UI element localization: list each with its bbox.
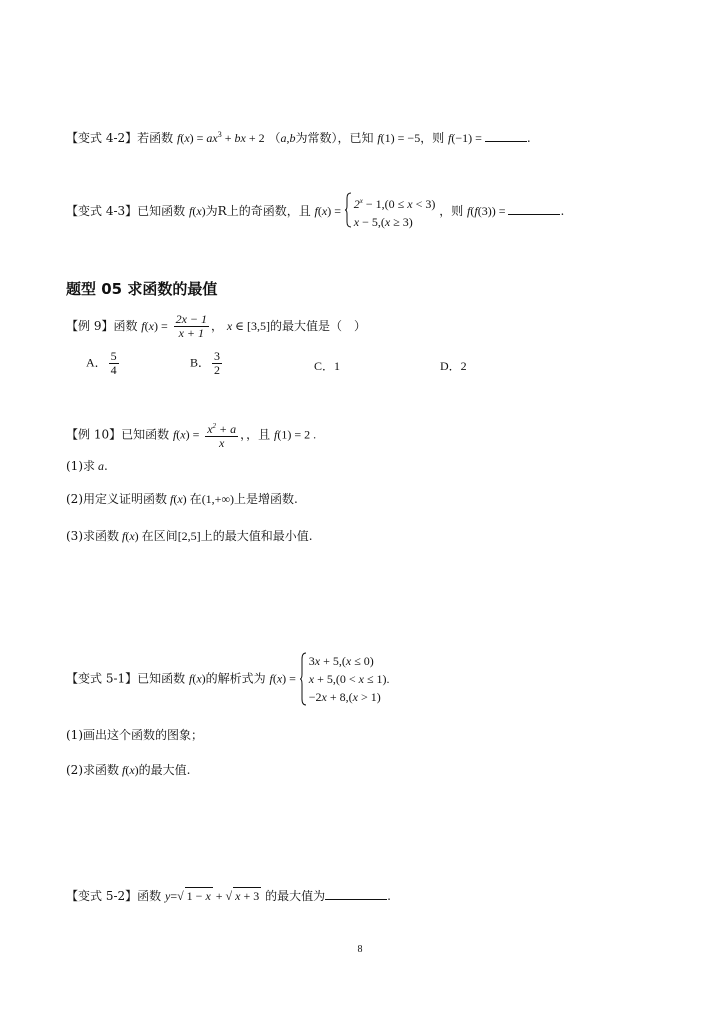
- answer-blank[interactable]: [508, 202, 560, 215]
- example-tag: 【例 10】: [66, 427, 122, 442]
- option-c[interactable]: C．1: [314, 359, 341, 373]
- page-number: 8: [357, 944, 363, 955]
- variant-5-1: 【变式 5-1】已知函数 f(x)的解析式为 f(x) = 3x + 5,(x ≤ 0) x + 5,(0 < x ≤ 1). −2x + 8,(x > 1): [66, 654, 390, 704]
- section-title: 题型 05 求函数的最值: [66, 280, 218, 298]
- option-a[interactable]: A． $\frac{5}{4}$: [86, 349, 117, 377]
- variant-tag: 【变式 5-1】: [66, 671, 138, 686]
- variant-4-2: 【变式 4-2】若函数 $f(x) = ax^3$ + bx + 2 （a,b为常数），已知 f(1) = −5，则 f(−1) = .: [66, 130, 531, 145]
- piecewise-function: 3x + 5,(x ≤ 0) x + 5,(0 < x ≤ 1). −2x + 8,(x > 1): [300, 652, 390, 706]
- answer-blank[interactable]: [485, 129, 527, 142]
- example-9: 【例 9】函数 f(x) = $\frac{2x - 1}{x + 1}$ ， x ∈ [3,5]的最大值是（ ）: [66, 312, 367, 340]
- example-10-q2: (2)用定义证明函数 f(x) 在(1,+∞)上是增函数.: [66, 492, 298, 506]
- variant-5-1-q2: (2)求函数 f(x)的最大值.: [66, 763, 191, 777]
- variant-tag: 【变式 5-2】: [66, 889, 138, 903]
- variant-tag: 【变式 4-3】: [66, 204, 138, 218]
- variant-5-1-q1: (1)画出这个函数的图象；: [66, 728, 203, 742]
- variant-5-2: 【变式 5-2】函数 y=√ 1 − x + √ x + 3 的最大值为 .: [66, 889, 391, 903]
- example-10-q3: (3)求函数 f(x) 在区间[2,5]上的最大值和最小值.: [66, 529, 313, 543]
- example-tag: 【例 9】: [66, 319, 114, 333]
- option-b[interactable]: B． $\frac{3}{2}$: [190, 349, 221, 377]
- answer-blank[interactable]: [325, 887, 387, 900]
- option-d[interactable]: D．2: [440, 359, 467, 373]
- example-10-q1: (1)求 a.: [66, 459, 108, 473]
- variant-4-3: 【变式 4-3】已知函数 f(x)为R上的奇函数，且 f(x) = $2^x - 1,(0 \le x < 3)$ x − 5,(x ≥ 3) ，则 f(f(3)) = .: [66, 192, 564, 231]
- variant-tag: 【变式 4-2】: [66, 131, 138, 145]
- piecewise-function: $2^x - 1,(0 \le x < 3)$ x − 5,(x ≥ 3): [345, 192, 436, 231]
- example-10: 【例 10】已知函数 f(x) = $\frac{x^2 + a}{x}$ ，，且 f(1) = 2 .: [66, 422, 317, 450]
